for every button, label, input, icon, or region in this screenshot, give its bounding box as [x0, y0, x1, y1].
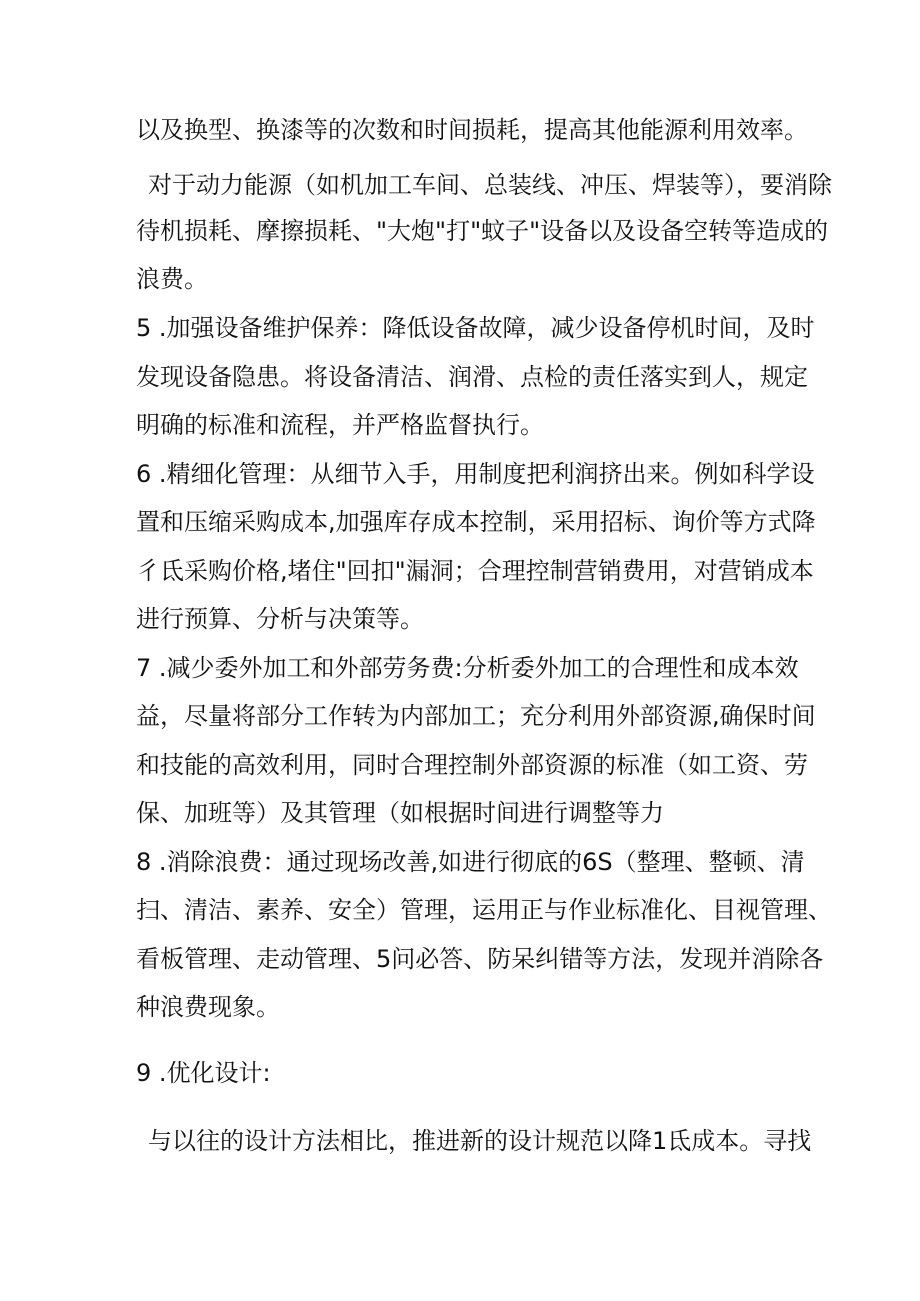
text-line: 和技能的高效利用，同时合理控制外部资源的标准（如工资、劳 — [136, 751, 808, 779]
text-line: 与以往的设计方法相比，推进新的设计规范以降1氐成本。寻找 — [148, 1127, 812, 1155]
text-line: 看板管理、走动管理、5问必答、防呆纠错等方法，发现并消除各 — [136, 945, 824, 973]
text-line: 明确的标准和流程，并严格监督执行。 — [136, 411, 544, 439]
text-line: 待机损耗、摩擦损耗、"大炮"打"蚊子"设备以及设备空转等造成的 — [136, 217, 829, 245]
text-line: 5 .加强设备维护保养：降低设备故障，减少设备停机时间，及时 — [136, 314, 815, 342]
text-line: 保、加班等）及其管理（如根据时间进行调整等力 — [136, 799, 664, 827]
text-line: 浪费。 — [136, 265, 208, 293]
text-line: 扫、清洁、素养、安全）管理，运用正与作业标准化、目视管理、 — [136, 896, 832, 924]
text-line: 9 .优化设计: — [136, 1059, 271, 1087]
text-line: 对于动力能源（如机加工车间、总装线、冲压、焊装等），要消除 — [148, 171, 832, 199]
text-line: 种浪费现象。 — [136, 993, 280, 1021]
text-line: 发现设备隐患。将设备清洁、润滑、点检的责任落实到人，规定 — [136, 363, 808, 391]
text-line: 益，尽量将部分工作转为内部加工；充分利用外部资源,确保时间 — [136, 702, 816, 730]
text-line: 7 .减少委外加工和外部劳务费:分析委外加工的合理性和成本效 — [136, 654, 799, 682]
text-line: 8 .消除浪费：通过现场改善,如进行彻底的6S（整理、整顿、清 — [136, 848, 805, 876]
text-line: 彳氐采购价格,堵住"回扣"漏洞；合理控制营销费用，对营销成本 — [136, 557, 814, 585]
text-line: 进行预算、分析与决策等。 — [136, 605, 424, 633]
text-line: 置和压缩采购成本,加强库存成本控制，采用招标、询价等方式降 — [136, 508, 816, 536]
text-line: 6 .精细化管理：从细节入手，用制度把利润挤出来。例如科学设 — [136, 460, 815, 488]
text-line: 以及换型、换漆等的次数和时间损耗，提高其他能源利用效率。 — [136, 116, 808, 144]
